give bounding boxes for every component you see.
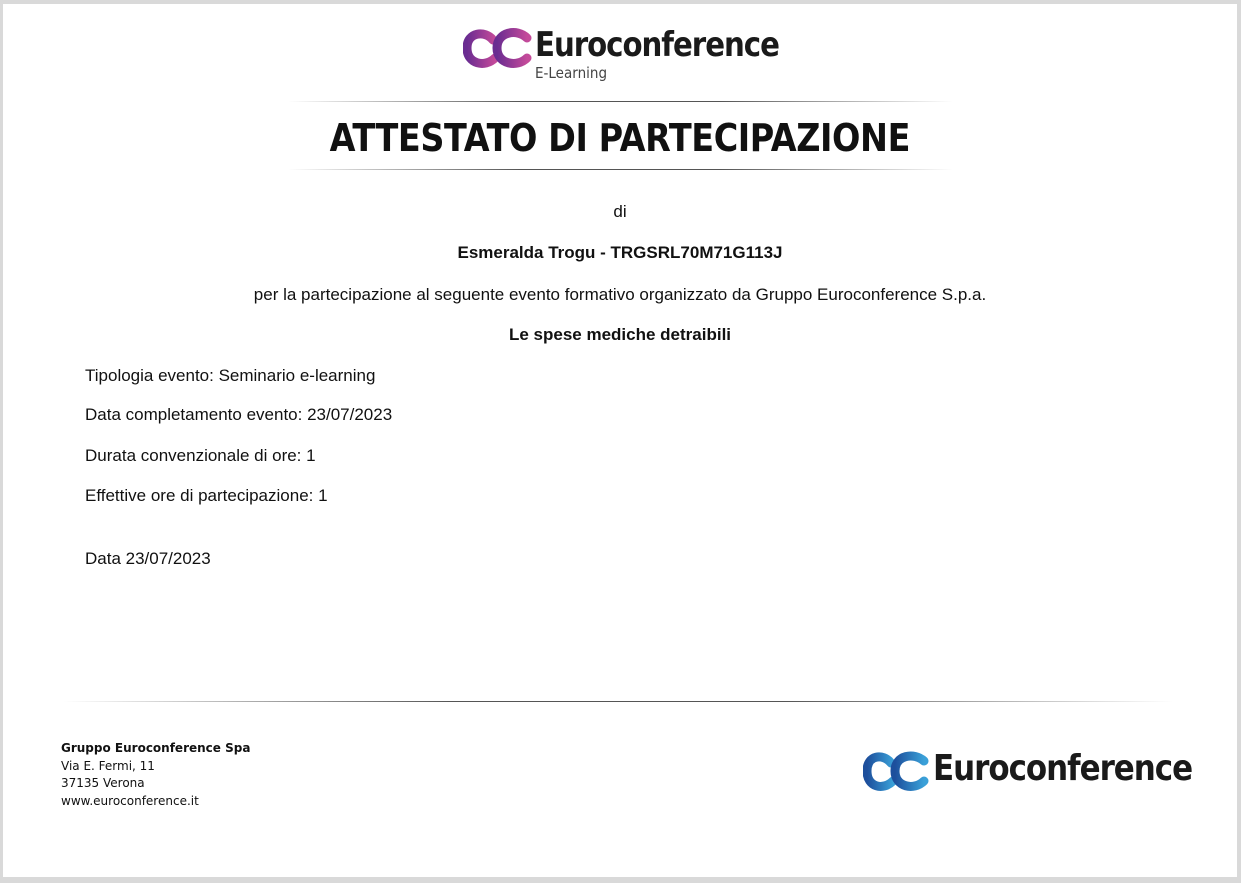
brand-subtitle: E-Learning bbox=[535, 64, 608, 82]
company-name: Gruppo Euroconference Spa bbox=[61, 741, 251, 755]
ec-logo-icon bbox=[863, 750, 929, 796]
certificate-page bbox=[3, 4, 1237, 877]
event-type: Tipologia evento: Seminario e-learning bbox=[85, 366, 376, 385]
title-bottom-divider bbox=[288, 169, 953, 170]
title-top-divider bbox=[288, 101, 953, 102]
participant-name: Esmeralda Trogu - TRGSRL70M71G113J bbox=[457, 243, 783, 262]
completion-date: Data completamento evento: 23/07/2023 bbox=[85, 405, 393, 424]
brand-name: Euroconference bbox=[535, 25, 779, 65]
company-street: Via E. Fermi, 11 bbox=[61, 758, 155, 773]
footer-brand-name: Euroconference bbox=[933, 748, 1193, 789]
company-website[interactable]: www.euroconference.it bbox=[61, 793, 199, 808]
logo-euroconference-footer bbox=[863, 750, 1203, 806]
ec-logo-icon bbox=[463, 26, 533, 74]
conventional-hours: Durata convenzionale di ore: 1 bbox=[85, 446, 316, 465]
company-address bbox=[61, 740, 250, 810]
issue-date: Data 23/07/2023 bbox=[85, 549, 211, 568]
logo-euroconference-elearning bbox=[463, 22, 803, 92]
effective-hours: Effettive ore di partecipazione: 1 bbox=[85, 486, 328, 505]
course-title: Le spese mediche detraibili bbox=[508, 325, 732, 344]
intro-text: per la partecipazione al seguente evento formativo organizzato da Gruppo Euroconference S.p.a. bbox=[253, 285, 987, 304]
footer-divider bbox=[63, 701, 1173, 702]
di-label: di bbox=[613, 202, 627, 221]
page-title: ATTESTATO DI PARTECIPAZIONE bbox=[329, 116, 911, 160]
company-city: 37135 Verona bbox=[61, 776, 145, 790]
